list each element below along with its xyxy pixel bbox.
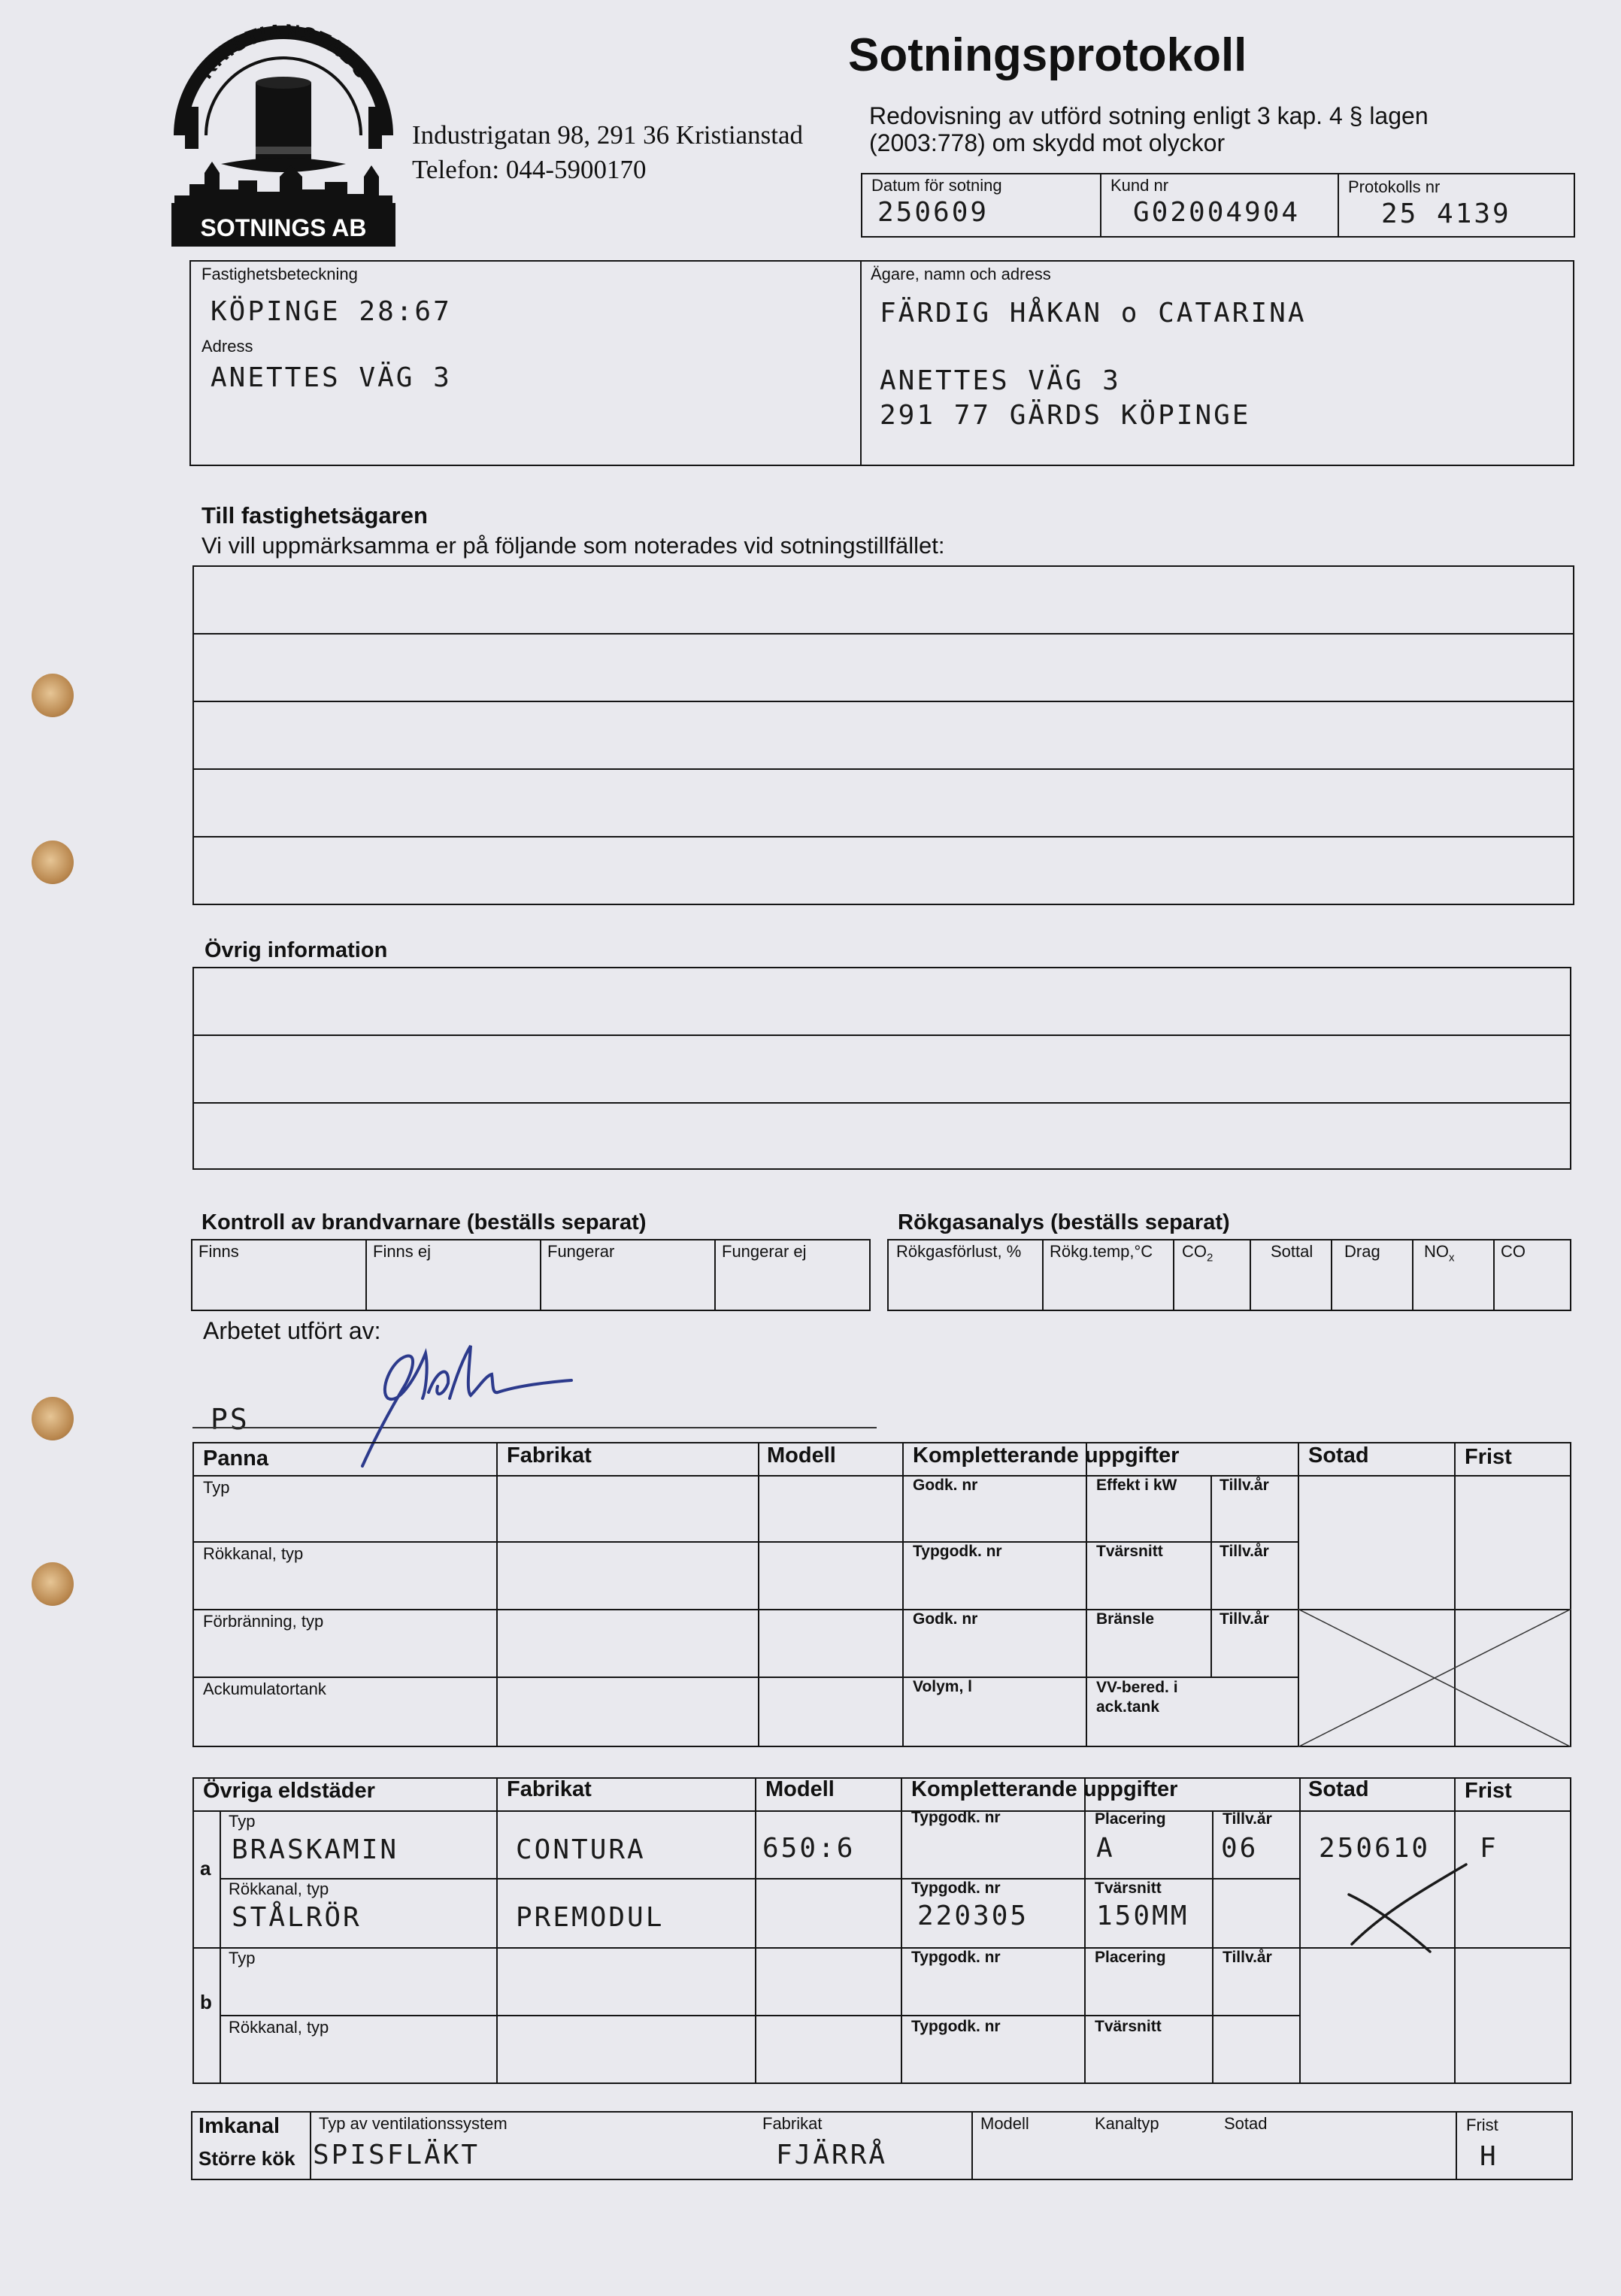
stove-a-make: CONTURA xyxy=(516,1834,646,1865)
boiler-table xyxy=(192,1442,1571,1747)
stove-a-approval-label: Typgodk. nr xyxy=(911,1809,1001,1826)
stove-b-placement-label: Placering xyxy=(1095,1949,1166,1966)
boiler-extra-label: Tillv.år xyxy=(1220,1610,1269,1628)
owner-street: ANETTES VÄG 3 xyxy=(880,365,1121,396)
boiler-row-label: Ackumulatortank xyxy=(203,1680,326,1698)
boiler-col-header: Sotad xyxy=(1308,1443,1369,1468)
owner-city: 291 77 GÄRDS KÖPINGE xyxy=(880,400,1251,431)
stove-b-approval-label: Typgodk. nr xyxy=(911,1949,1001,1966)
boiler-col-header: Fabrikat xyxy=(507,1443,592,1468)
vent-make-label: Fabrikat xyxy=(762,2114,823,2133)
protocol-label: Protokolls nr xyxy=(1348,177,1441,196)
address-label: Adress xyxy=(201,337,253,356)
customer-label: Kund nr xyxy=(1110,176,1169,195)
owner-notice-text: Vi vill uppmärksamma er på följande som noterades vid sotningstillfället: xyxy=(201,532,945,559)
stove-a-year-value: 06 xyxy=(1221,1833,1259,1864)
smoke-col-label: Finns ej xyxy=(373,1242,432,1261)
stove-a-cross-value: 150MM xyxy=(1096,1901,1189,1931)
vent-model-label: Modell xyxy=(980,2114,1029,2133)
owner-notice-lines xyxy=(192,565,1574,905)
stove-b-cross-label: Tvärsnitt xyxy=(1095,2018,1162,2035)
stove-b-flue-approval-label: Typgodk. nr xyxy=(911,2018,1001,2035)
smoke-detector-heading: Kontroll av brandvarnare (beställs separat) xyxy=(201,1210,647,1234)
stove-a-marker: a xyxy=(200,1857,211,1880)
boiler-extra-label: Godk. nr xyxy=(913,1610,978,1628)
subtitle-line-2: (2003:778) om skydd mot olyckor xyxy=(869,129,1226,156)
page-title: Sotningsprotokoll xyxy=(848,29,1247,81)
boiler-col-header: Kompletterande uppgifter xyxy=(913,1443,1180,1468)
smoke-col-label: Fungerar xyxy=(547,1242,615,1261)
stove-a-type-label: Typ xyxy=(229,1812,256,1831)
stove-a-swept: 250610 xyxy=(1319,1833,1431,1864)
stoves-col-header: Sotad xyxy=(1308,1777,1369,1801)
boiler-heading: Panna xyxy=(203,1446,269,1471)
stoves-heading: Övriga eldstäder xyxy=(203,1779,375,1803)
stoves-col-header: Kompletterande uppgifter xyxy=(911,1777,1178,1801)
date-value: 250609 xyxy=(877,197,989,228)
performed-by-initials: PS xyxy=(211,1403,250,1436)
svg-text:SOTNINGS AB: SOTNINGS AB xyxy=(200,214,367,241)
stove-a-flue-label: Rökkanal, typ xyxy=(229,1880,329,1898)
boiler-extra-label: VV-bered. i ack.tank xyxy=(1096,1679,1178,1716)
owner-notice-heading: Till fastighetsägaren xyxy=(201,502,428,529)
stove-b-type-label: Typ xyxy=(229,1949,256,1967)
flue-col-label: Rökgasförlust, % xyxy=(896,1242,1022,1261)
date-label: Datum för sotning xyxy=(871,176,1002,195)
stove-a-flue-make: PREMODUL xyxy=(516,1902,665,1933)
flue-col-label: Drag xyxy=(1344,1242,1380,1261)
other-info-lines xyxy=(192,967,1571,1170)
boiler-row-label: Typ xyxy=(203,1478,230,1497)
flue-col-co2: $CO_2$ xyxy=(1182,1242,1213,1265)
boiler-col-header: Frist xyxy=(1465,1445,1512,1469)
boiler-extra-label: Tillv.år xyxy=(1220,1477,1269,1494)
property-box xyxy=(189,260,1574,466)
boiler-extra-label: Tillv.år xyxy=(1220,1543,1269,1560)
designation-label: Fastighetsbeteckning xyxy=(201,265,358,283)
company-phone: Telefon: 044-5900170 xyxy=(412,155,647,184)
company-logo xyxy=(167,23,400,248)
boiler-crossed-cell xyxy=(1298,1609,1571,1747)
smoke-col-label: Finns xyxy=(198,1242,239,1261)
owner-label: Ägare, namn och adress xyxy=(871,265,1051,283)
svg-text:KRISTIANSTADS: KRISTIANSTADS xyxy=(193,23,375,83)
punch-hole xyxy=(32,1562,74,1606)
stove-a-flue-approval-label: Typgodk. nr xyxy=(911,1880,1001,1897)
flue-col-label: Sottal xyxy=(1271,1242,1313,1261)
vent-channel-label: Kanaltyp xyxy=(1095,2114,1159,2133)
vent-type-value: SPISFLÄKT xyxy=(313,2140,480,2170)
vent-make-value: FJÄRRÅ xyxy=(776,2140,888,2170)
company-address: Industrigatan 98, 291 36 Kristianstad xyxy=(412,120,804,150)
flue-col-label: Rökg.temp,°C xyxy=(1050,1242,1153,1261)
smoke-detector-table xyxy=(191,1239,871,1311)
boiler-extra-label: Effekt i kW xyxy=(1096,1477,1177,1494)
stoves-col-header: Modell xyxy=(765,1777,835,1801)
stoves-col-header: Fabrikat xyxy=(507,1777,592,1801)
kitchen-vent-label-1: Imkanal xyxy=(198,2114,280,2138)
stove-a-cross-label: Tvärsnitt xyxy=(1095,1880,1162,1897)
kitchen-vent-label-2: Större kök xyxy=(198,2147,295,2170)
stove-a-type-value: BRASKAMIN xyxy=(232,1834,399,1865)
stove-a-placement-value: A xyxy=(1096,1833,1115,1864)
stove-a-flue-value: STÅLRÖR xyxy=(232,1902,362,1933)
smoke-col-label: Fungerar ej xyxy=(722,1242,807,1261)
owner-name: FÄRDIG HÅKAN o CATARINA xyxy=(880,298,1307,329)
subtitle-line-1: Redovisning av utförd sotning enligt 3 kap. 4 § lagen xyxy=(869,102,1429,129)
protocol-value: 25 4139 xyxy=(1381,198,1511,229)
boiler-row-label: Förbränning, typ xyxy=(203,1612,324,1631)
stoves-col-header: Frist xyxy=(1465,1779,1512,1803)
vent-frist-label: Frist xyxy=(1466,2116,1498,2134)
stove-b-marker: b xyxy=(200,1991,212,2013)
vent-type-label: Typ av ventilationssystem xyxy=(319,2114,508,2133)
boiler-extra-label: Volym, l xyxy=(913,1678,972,1695)
boiler-col-header: Modell xyxy=(767,1443,836,1468)
stove-a-frist: F xyxy=(1480,1833,1498,1864)
boiler-extra-label: Bränsle xyxy=(1096,1610,1155,1628)
stove-b-year-label: Tillv.år xyxy=(1223,1949,1272,1966)
punch-hole xyxy=(32,1397,74,1440)
boiler-extra-label: Tvärsnitt xyxy=(1096,1543,1163,1560)
flue-gas-heading: Rökgasanalys (beställs separat) xyxy=(898,1210,1230,1234)
kitchen-vent-table xyxy=(191,2111,1573,2180)
boiler-row-label: Rökkanal, typ xyxy=(203,1544,304,1563)
hand-cross-mark xyxy=(1337,1861,1472,1959)
header-fields-box xyxy=(861,173,1575,238)
other-info-heading: Övrig information xyxy=(205,938,388,962)
vent-frist-value: H xyxy=(1480,2141,1498,2172)
punch-hole xyxy=(32,674,74,717)
flue-col-nox: $NO_x$ xyxy=(1424,1242,1455,1265)
stove-a-year-label: Tillv.år xyxy=(1223,1810,1272,1828)
boiler-extra-label: Godk. nr xyxy=(913,1477,978,1494)
address-value: ANETTES VÄG 3 xyxy=(211,362,452,393)
flue-gas-table xyxy=(887,1239,1571,1311)
performed-by-label: Arbetet utfört av: xyxy=(203,1317,381,1344)
customer-value: G02004904 xyxy=(1133,197,1301,228)
stove-a-model: 650:6 xyxy=(762,1833,856,1864)
flue-col-label: CO xyxy=(1501,1242,1526,1261)
stove-a-placement-label: Placering xyxy=(1095,1810,1166,1828)
punch-hole xyxy=(32,841,74,884)
stove-b-flue-label: Rökkanal, typ xyxy=(229,2018,329,2037)
designation-value: KÖPINGE 28:67 xyxy=(211,296,452,327)
vent-swept-label: Sotad xyxy=(1224,2114,1268,2133)
boiler-extra-label: Typgodk. nr xyxy=(913,1543,1002,1560)
stove-a-flue-approval-value: 220305 xyxy=(917,1901,1029,1931)
stoves-table xyxy=(192,1777,1571,2084)
